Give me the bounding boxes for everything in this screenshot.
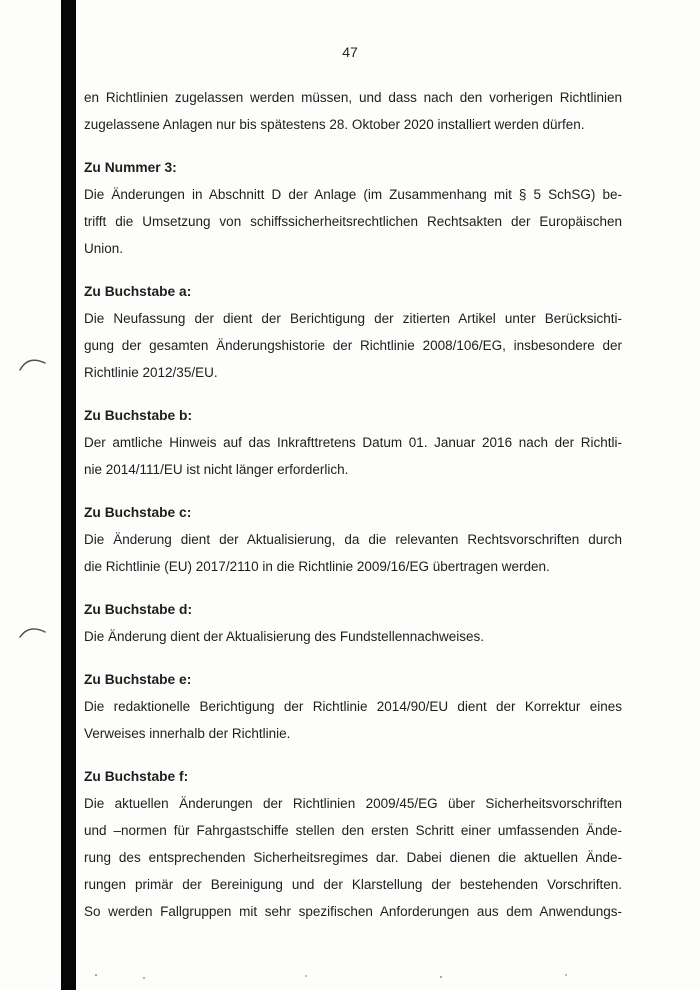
text-line: zugelassene Anlagen nur bis spätestens 28. Oktober 2020 installiert werden dürfen. bbox=[84, 117, 585, 132]
text-line: rung des entsprechenden Sicherheitsregimes dar. Dabei dienen die aktuellen Ände- bbox=[84, 850, 622, 865]
section-heading: Zu Buchstabe a: bbox=[84, 284, 192, 299]
section-heading: Zu Buchstabe c: bbox=[84, 505, 192, 520]
scan-edge-artifact bbox=[61, 0, 76, 990]
text-line: Die redaktionelle Berichtigung der Richtlinie 2014/90/EU dient der Korrektur eines bbox=[84, 699, 622, 714]
paragraph bbox=[84, 181, 622, 262]
text-line: So werden Fallgruppen mit sehr spezifischen Anforderungen aus dem Anwendungs- bbox=[84, 904, 622, 919]
text-line: und –normen für Fahrgastschiffe stellen den ersten Schritt einer umfassenden Ände- bbox=[84, 823, 622, 838]
text-line: Die Änderung dient der Aktualisierung, da die relevanten Rechtsvorschriften durch bbox=[84, 532, 622, 547]
text-line: Die Änderungen in Abschnitt D der Anlage (im Zusammenhang mit § 5 SchSG) be- bbox=[84, 187, 622, 202]
text-line: Die Änderung dient der Aktualisierung des Fundstellennachweises. bbox=[84, 629, 484, 644]
paragraph bbox=[84, 305, 622, 386]
section-heading: Zu Nummer 3: bbox=[84, 160, 177, 175]
text-line: Die aktuellen Änderungen der Richtlinien 2009/45/EG über Sicherheitsvorschriften bbox=[84, 796, 622, 811]
text-line: rungen primär der Bereinigung und der Klarstellung der bestehenden Vorschriften. bbox=[84, 877, 622, 892]
section-heading: Zu Buchstabe b: bbox=[84, 408, 193, 423]
text-line: en Richtlinien zugelassen werden müssen, und dass nach den vorherigen Richtlinien bbox=[84, 90, 622, 105]
text-line: Verweises innerhalb der Richtlinie. bbox=[84, 726, 291, 741]
paragraph bbox=[84, 623, 622, 650]
section-heading: Zu Buchstabe e: bbox=[84, 672, 192, 687]
text-line: Union. bbox=[84, 241, 124, 256]
paragraph bbox=[84, 429, 622, 483]
text-line: nie 2014/111/EU ist nicht länger erforderlich. bbox=[84, 462, 349, 477]
text-line: die Richtlinie (EU) 2017/2110 in die Richtlinie 2009/16/EG übertragen werden. bbox=[84, 559, 550, 574]
scan-noise-specks bbox=[95, 974, 97, 976]
text-line: Richtlinie 2012/35/EU. bbox=[84, 365, 218, 380]
text-line: trifft die Umsetzung von schiffssicherheitsrechtlichen Rechtsakten der Europäischen bbox=[84, 214, 622, 229]
handwritten-curve-mark bbox=[18, 624, 48, 642]
document-body bbox=[84, 84, 622, 925]
paragraph bbox=[84, 84, 622, 138]
page-number: 47 bbox=[342, 44, 358, 60]
section-heading: Zu Buchstabe f: bbox=[84, 769, 189, 784]
handwritten-curve-mark bbox=[18, 356, 48, 374]
text-line: Der amtliche Hinweis auf das Inkrafttretens Datum 01. Januar 2016 nach der Richtli- bbox=[84, 435, 622, 450]
section-heading: Zu Buchstabe d: bbox=[84, 602, 193, 617]
paragraph bbox=[84, 693, 622, 747]
text-line: Die Neufassung der dient der Berichtigung der zitierten Artikel unter Berücksichti- bbox=[84, 311, 622, 326]
text-line: gung der gesamten Änderungshistorie der Richtlinie 2008/106/EG, insbesondere der bbox=[84, 338, 622, 353]
paragraph bbox=[84, 790, 622, 925]
paragraph bbox=[84, 526, 622, 580]
